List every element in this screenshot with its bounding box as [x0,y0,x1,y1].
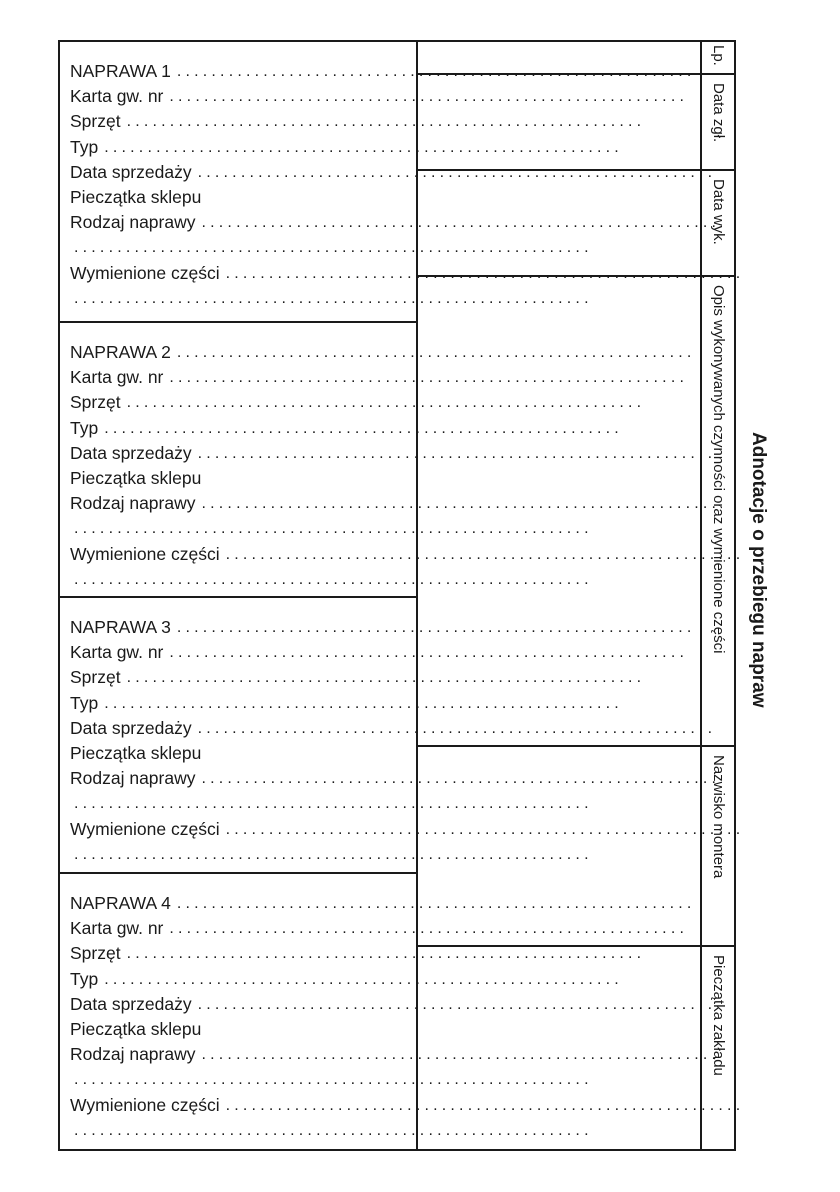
replaced-parts-line [70,261,745,286]
type-label: Typ [70,692,99,713]
replaced-parts-continuation-line[interactable] [70,286,593,311]
repair-kind-continuation-line[interactable] [70,1067,593,1092]
sale-date-line [70,992,717,1017]
repair-kind-continuation-line[interactable] [70,791,593,816]
shop-stamp-label: Pieczątka sklepu [70,742,202,763]
dotted-fill-field[interactable]: ............................................................ [104,970,623,988]
entry-cell-opis[interactable] [418,277,700,747]
dotted-fill-field[interactable]: ............................................................ [197,444,717,462]
dotted-fill-field[interactable]: ............................................................ [169,920,689,938]
shop-stamp-label: Pieczątka sklepu [70,467,202,488]
dotted-fill-field[interactable]: ............................................................ [74,520,593,538]
dotted-fill-field[interactable]: ............................................................ [74,1121,593,1139]
shop-stamp-line [70,741,416,766]
warranty-card-number-label: Karta gw. nr [70,642,164,663]
dotted-fill-field[interactable]: ............................................................ [104,694,623,712]
replaced-parts-label: Wymienione części [70,1094,220,1115]
warranty-card-number-line [70,640,689,665]
header-column [700,42,734,1149]
dotted-fill-field[interactable]: ............................................................ [225,1096,745,1114]
repair-kind-line [70,1042,721,1067]
dotted-fill-field[interactable]: ............................................................ [201,770,721,788]
dotted-fill-field[interactable]: ............................................................ [126,113,646,131]
repair-kind-line [70,766,721,791]
replaced-parts-line [70,1093,745,1118]
dotted-fill-field[interactable]: ............................................................ [225,820,745,838]
header-data-wyk: Data wyk. [702,171,734,277]
header-opis: Opis wykonywanych czynności oraz wymienione części [702,277,734,747]
dotted-fill-field[interactable]: ............................................................ [169,644,689,662]
dotted-fill-field[interactable]: ............................................................ [225,264,745,282]
header-data-zgl: Data zgł. [702,75,734,171]
repair-kind-label: Rodzaj naprawy [70,768,196,789]
warranty-card-number-label: Karta gw. nr [70,86,164,107]
warranty-card-number-line [70,916,689,941]
dotted-fill-field[interactable]: ............................................................ [176,344,696,361]
type-line [70,135,623,160]
type-line [70,416,623,441]
replaced-parts-label: Wymienione części [70,262,220,283]
equipment-line [70,109,646,134]
warranty-card-number-line [70,84,689,109]
dotted-fill-field[interactable]: ............................................................ [126,945,646,963]
sale-date-line [70,160,717,185]
entry-column [418,42,700,1149]
entry-cell-nazwisko[interactable] [418,747,700,947]
dotted-fill-field[interactable]: ............................................................ [201,495,721,513]
dotted-fill-field[interactable]: ............................................................ [169,88,689,106]
dotted-fill-field[interactable]: ............................................................ [74,845,593,863]
repair-kind-line [70,491,721,516]
dotted-fill-field[interactable]: ............................................................ [176,619,696,636]
replaced-parts-continuation-line[interactable] [70,842,593,867]
dotted-fill-field[interactable]: ............................................................ [201,214,721,232]
repair-title-label: NAPRAWA 2 [70,342,171,362]
repair-title-line [70,891,696,916]
entry-cell-pieczatka[interactable] [418,947,700,1149]
shop-stamp-line [70,1017,416,1042]
dotted-fill-field[interactable]: ............................................................ [126,394,646,412]
replaced-parts-line [70,817,745,842]
dotted-fill-field[interactable]: ............................................................ [197,995,717,1013]
sale-date-label: Data sprzedaży [70,161,192,182]
dotted-fill-field[interactable]: ............................................................ [197,163,717,181]
equipment-line [70,665,646,690]
warranty-card-number-line [70,365,689,390]
repair-title-label: NAPRAWA 1 [70,61,171,81]
equipment-line [70,390,646,415]
shop-stamp-label: Pieczątka sklepu [70,186,202,207]
dotted-fill-field[interactable]: ............................................................ [126,669,646,687]
dotted-fill-field[interactable]: ............................................................ [104,138,623,156]
repair-kind-label: Rodzaj naprawy [70,493,196,514]
shop-stamp-line [70,466,416,491]
repair-title-label: NAPRAWA 4 [70,893,171,913]
type-line [70,967,623,992]
dotted-fill-field[interactable]: ............................................................ [74,570,593,588]
dotted-fill-field[interactable]: ............................................................ [74,289,593,307]
header-nazwisko: Nazwisko montera [702,747,734,947]
repair-kind-continuation-line[interactable] [70,235,593,260]
repair-title-line [70,340,696,365]
dotted-fill-field[interactable]: ............................................................ [176,895,696,912]
dotted-fill-field[interactable]: ............................................................ [74,1071,593,1089]
repair-kind-line [70,210,721,235]
dotted-fill-field[interactable]: ............................................................ [74,795,593,813]
warranty-card-number-label: Karta gw. nr [70,367,164,388]
type-label: Typ [70,136,99,157]
dotted-fill-field[interactable]: ............................................................ [169,369,689,387]
repair-title-label: NAPRAWA 3 [70,617,171,637]
type-label: Typ [70,417,99,438]
header-lp: Lp. [702,42,734,75]
entry-cell-data-zgl[interactable] [418,75,700,171]
dotted-fill-field[interactable]: ............................................................ [74,239,593,257]
replaced-parts-continuation-line[interactable] [70,567,593,592]
repair-kind-label: Rodzaj naprawy [70,212,196,233]
warranty-card-number-label: Karta gw. nr [70,918,164,939]
dotted-fill-field[interactable]: ............................................................ [201,1046,721,1064]
sale-date-line [70,716,717,741]
sale-date-line [70,441,717,466]
dotted-fill-field[interactable]: ............................................................ [176,63,696,80]
header-pieczatka: Pieczątka zakładu [710,955,727,1076]
equipment-label: Sprzęt [70,667,121,688]
entry-cell-lp[interactable] [418,42,700,75]
dotted-fill-field[interactable]: ............................................................ [197,719,717,737]
type-label: Typ [70,968,99,989]
shop-stamp-line [70,185,416,210]
equipment-label: Sprzęt [70,111,121,132]
equipment-label: Sprzęt [70,943,121,964]
repair-title-line [70,615,696,640]
equipment-line [70,941,646,966]
sale-date-label: Data sprzedaży [70,993,192,1014]
replaced-parts-continuation-line[interactable] [70,1118,593,1143]
dotted-fill-field[interactable]: ............................................................ [225,545,745,563]
repair-log-table [58,40,745,1151]
repair-kind-continuation-line[interactable] [70,516,593,541]
repair-title-line [70,59,696,84]
entry-cell-data-wyk[interactable] [418,171,700,277]
sale-date-label: Data sprzedaży [70,442,192,463]
sale-date-label: Data sprzedaży [70,717,192,738]
shop-stamp-label: Pieczątka sklepu [70,1018,202,1039]
repair-kind-label: Rodzaj naprawy [70,1044,196,1065]
replaced-parts-line [70,542,745,567]
dotted-fill-field[interactable]: ............................................................ [104,419,623,437]
type-line [70,691,623,716]
replaced-parts-label: Wymienione części [70,543,220,564]
equipment-label: Sprzęt [70,392,121,413]
page-title: Adnotacje o przebiegu napraw [748,432,769,708]
replaced-parts-label: Wymienione części [70,818,220,839]
